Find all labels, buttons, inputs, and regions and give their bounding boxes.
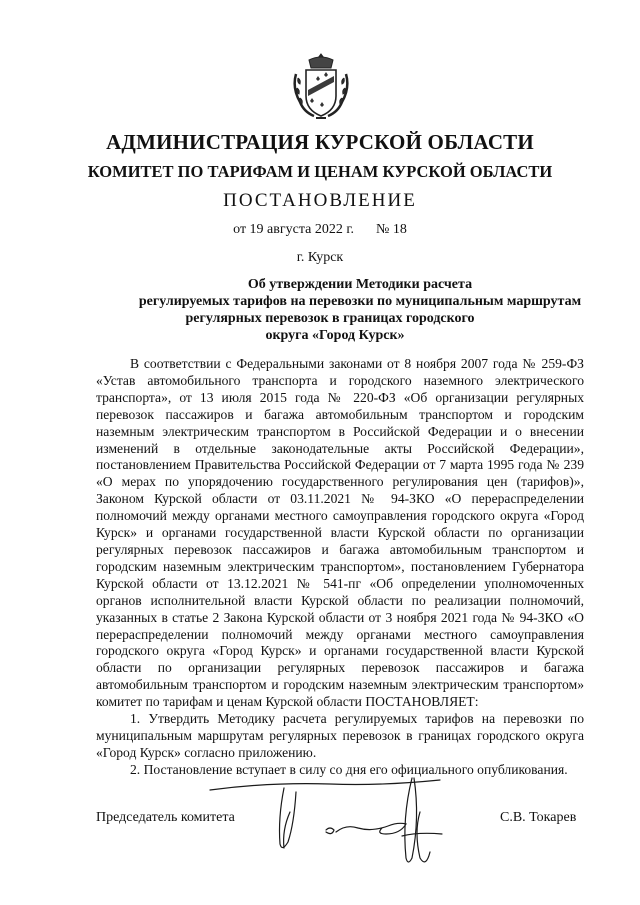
date-number-line xyxy=(0,222,640,238)
title-line-3: регулярных перевозок в границах городского xyxy=(185,311,475,326)
signatory-position: Председатель комитета xyxy=(96,810,235,825)
signatory-name: С.В. Токарев xyxy=(500,810,577,825)
title-line-1: Об утверждении Методики расчета xyxy=(247,277,473,292)
administration-heading: АДМИНИСТРАЦИЯ КУРСКОЙ ОБЛАСТИ xyxy=(106,130,534,154)
committee-heading: КОМИТЕТ ПО ТАРИФАМ И ЦЕНАМ КУРСКОЙ ОБЛАСТИ xyxy=(87,162,553,181)
city-line: г. Курск xyxy=(296,250,344,265)
document-date: от 19 августа 2022 г. xyxy=(233,222,355,237)
resolution-item-1: 1. Утвердить Методику расчета регулируемых тарифов на перевозки по муниципальным маршрутам регулярных перевозок в границах городского округа «Город Курск» согласно приложению. xyxy=(96,711,584,760)
preamble-paragraph: В соответствии с Федеральными законами от 8 ноября 2007 года № 259-ФЗ «Устав автомобильного транспорта и городского наземного электрического транспорта», от 13 июля 2015 года № 220-ФЗ «Об организации регулярных перевозок пассажиров и багажа автомобильным транспортом и городским наземным электрическим транспортом в Российской Федерации и о внесении изменений в отдельные законодательные акты Российской Федерации», постановлением Правительства Российской Федерации от 7 марта 1995 года № 239 «О мерах по упорядочению государственного регулирования цен (тарифов)», Законом Курской области от 03.11.2021 № 94-ЗКО «О перераспределении полномочий между органами местного самоуправления городского округа «Город Курск» и органами государственной власти Курской области по организации регулярных перевозок пассажиров и багажа автомобильным транспортом и городским наземным электрическим транспортом», постановлением Губернатора Курской области от 13.12.2021 № 541-пг «Об определении уполномоченных органов исполнительной власти Курской области по реализации полномочий, указанных в статье 2 Закона Курской области от 3 ноября 2021 года № 94-ЗКО «О перераспределении полномочий между органами местного самоуправления городского округа «Город Курск» и органами государственной власти Курской области по организации регулярных перевозок пассажиров и багажа автомобильным транспортом и городским наземным электрическим транспортом» комитет по тарифам и ценам Курской области ПОСТАНОВЛЯЕТ: xyxy=(96,356,584,710)
resolution-item-2: 2. Постановление вступает в силу со дня его официального опубликования. xyxy=(130,761,568,777)
document-number: № 18 xyxy=(376,222,407,237)
document-type-heading: ПОСТАНОВЛЕНИЕ xyxy=(223,190,417,211)
handwritten-signature xyxy=(206,772,466,872)
kursk-coat-of-arms-emblem xyxy=(292,52,350,124)
title-line-4: округа «Город Курск» xyxy=(265,328,405,343)
document-body xyxy=(96,356,584,779)
title-line-2: регулируемых тарифов на перевозки по муниципальным маршрутам xyxy=(138,294,582,309)
